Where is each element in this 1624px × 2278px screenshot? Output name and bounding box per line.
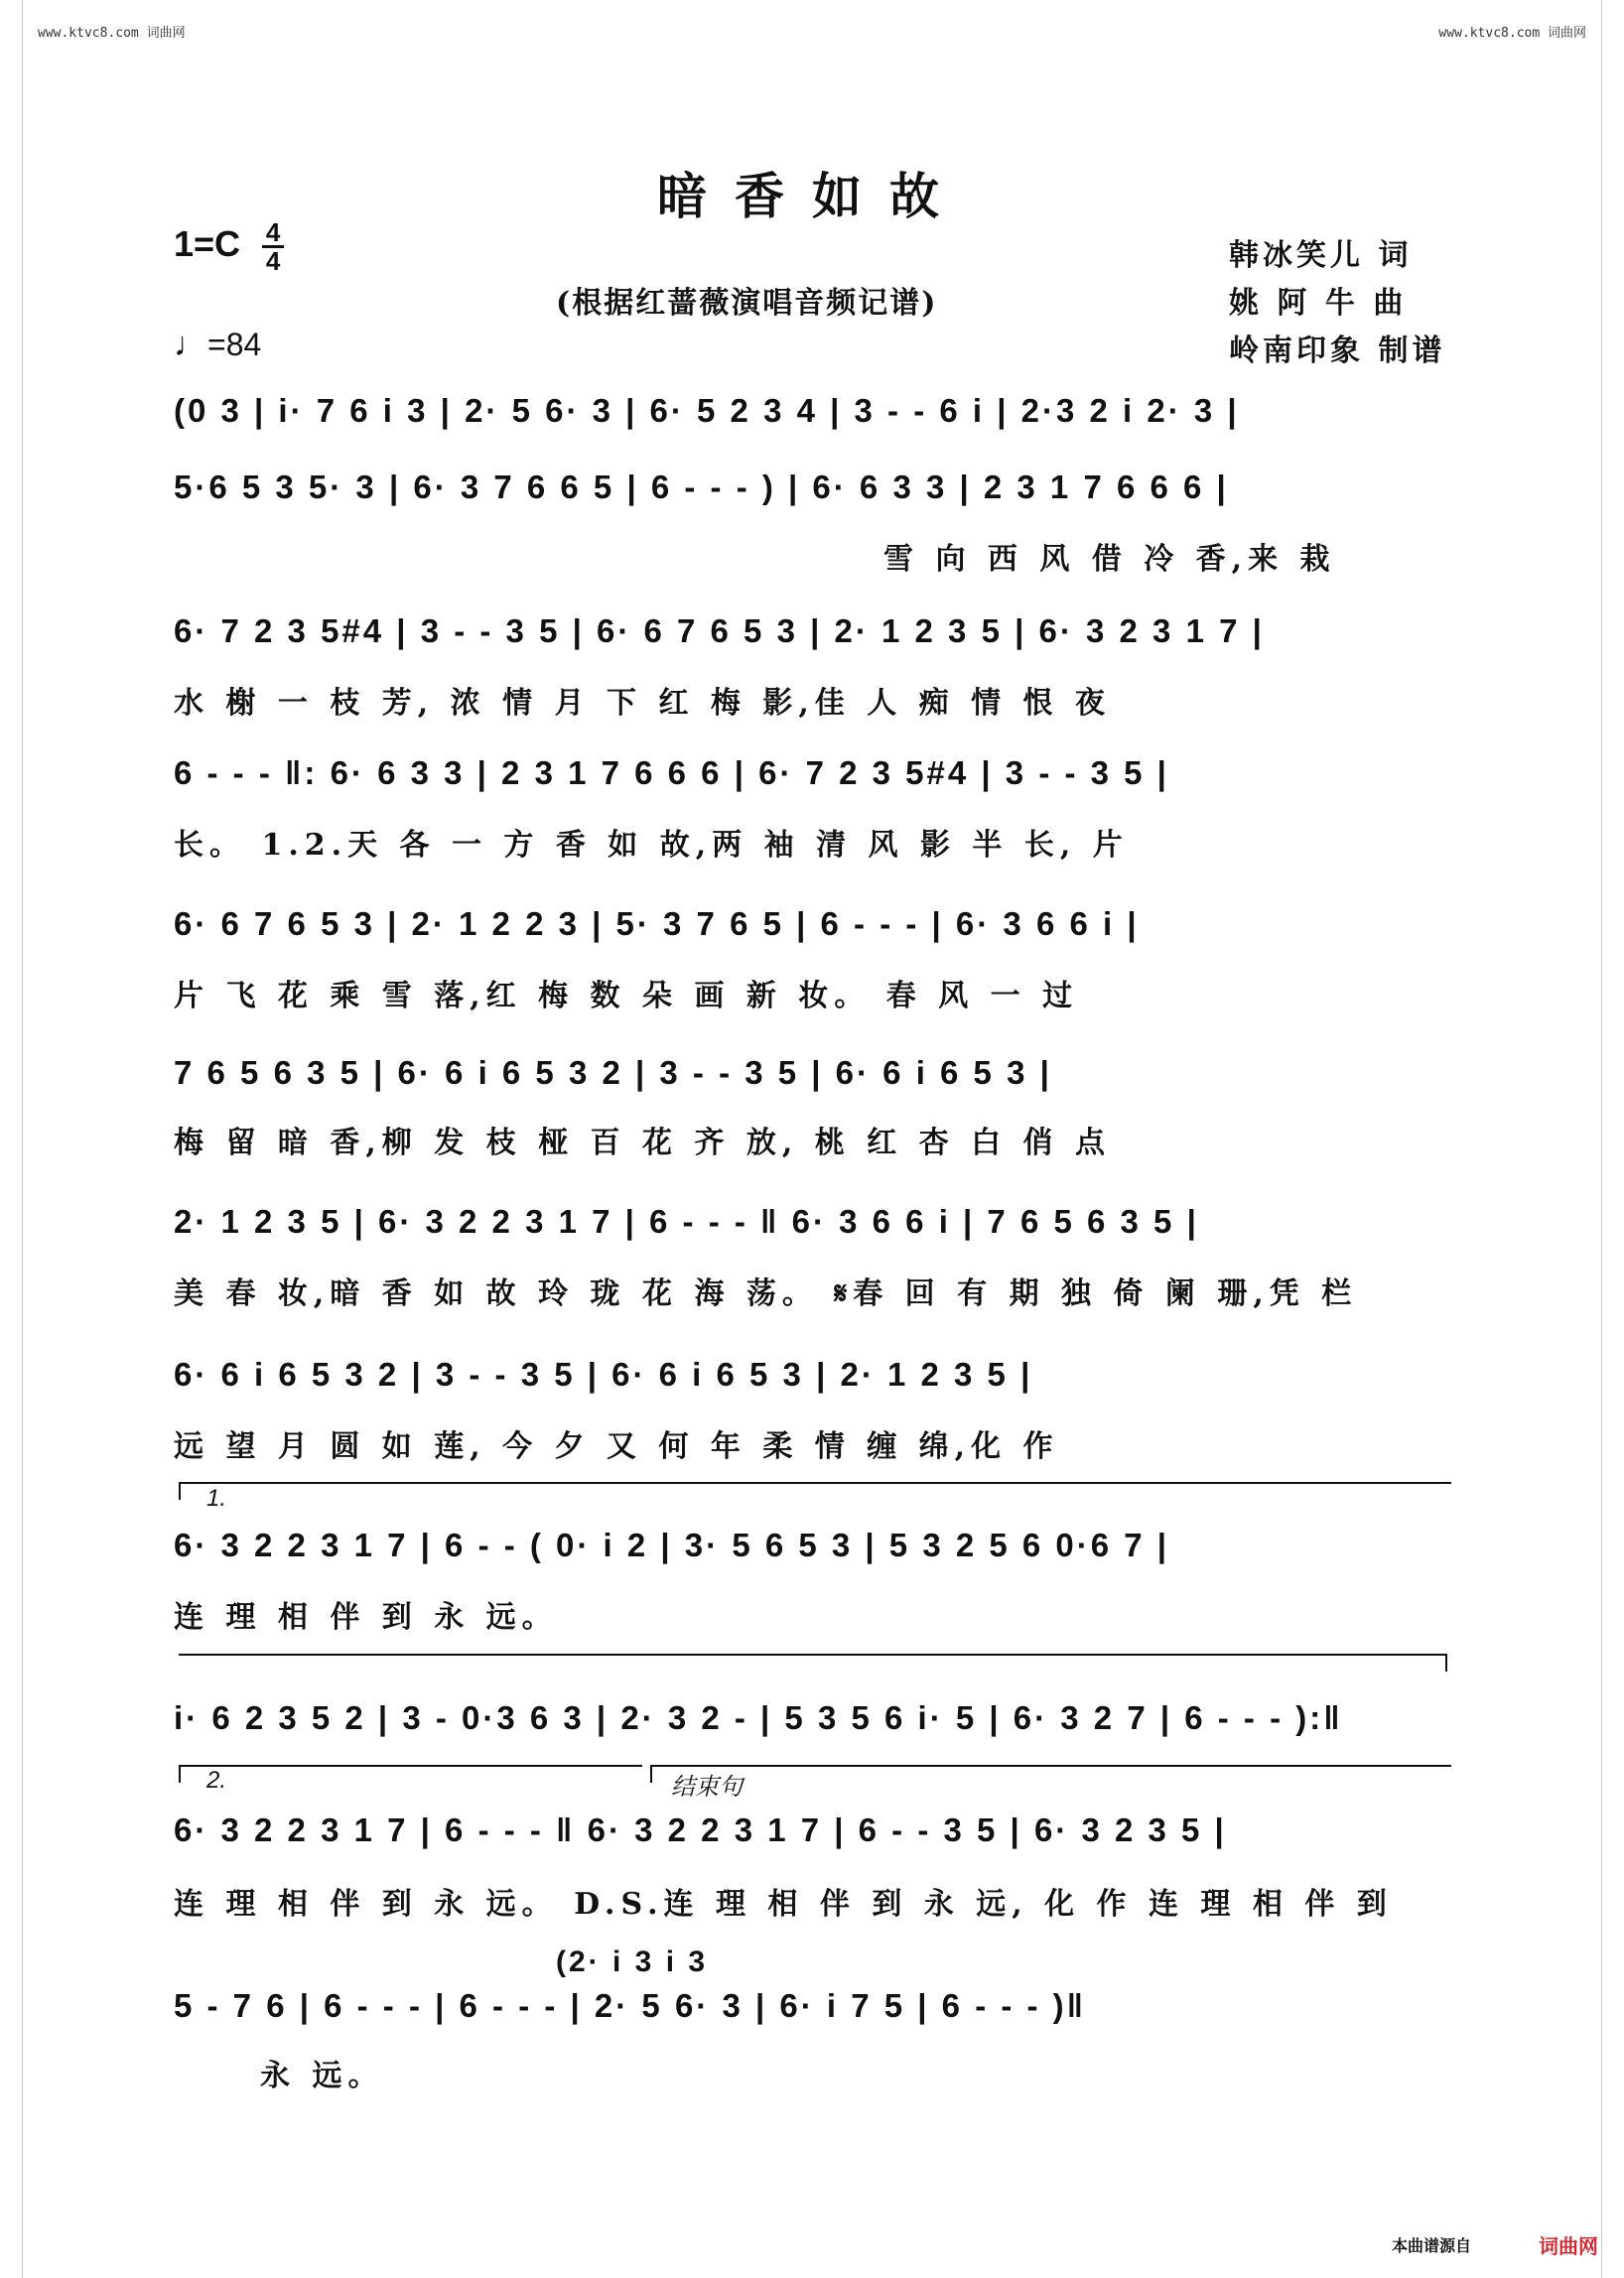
score-line-12: 5 - 7 6 | 6 - - - | 6 - - - | 2· 5 6· 3 | 6· i 7 5 | 6 - - - )‖ [174, 1987, 1087, 2024]
score-line-8: 6· 6 i 6 5 3 2 | 3 - - 3 5 | 6· 6 i 6 5 3 | 2· 1 2 3 5 | [174, 1356, 1033, 1393]
tempo-value: =84 [207, 327, 262, 362]
quarter-note-icon: ♩ [174, 326, 207, 363]
song-subtitle: (根据红蔷薇演唱音频记谱) [556, 286, 938, 321]
score-line-7: 2· 1 2 3 5 | 6· 3 2 2 3 1 7 | 6 - - - ‖ 6· 3 6 6 i | 7 6 5 6 3 5 | [174, 1203, 1199, 1240]
right-margin-strip [1601, 0, 1624, 2278]
score-line-1: (0 3 | i· 7 6 i 3 | 2· 5 6· 3 | 6· 5 2 3 4 | 3 - - 6 i | 2·3 2 i 2· 3 | [174, 392, 1240, 429]
lyricist-credit: 韩冰笑儿 词 [1229, 238, 1413, 273]
time-sig-bottom: 4 [265, 246, 281, 276]
score-line-9: 6· 3 2 2 3 1 7 | 6 - - ( 0· i 2 | 3· 5 6 5 3 | 5 3 2 5 6 0·6 7 | [174, 1527, 1170, 1563]
lyric-line-2: 雪 向 西 风 借 冷 香,来 栽 [883, 542, 1336, 577]
composer-credit: 姚 阿 牛 曲 [1229, 286, 1408, 321]
lyric-line-6: 梅 留 暗 香,柳 发 枝 桠 百 花 齐 放, 桃 红 杏 白 俏 点 [174, 1126, 1111, 1160]
lyric-line-8: 远 望 月 圆 如 莲, 今 夕 又 何 年 柔 情 缠 绵,化 作 [174, 1429, 1059, 1464]
header-url-right[interactable]: www.ktvc8.com 词曲网 [1438, 26, 1586, 41]
lyric-line-9: 连 理 相 伴 到 永 远。 [174, 1600, 558, 1635]
footer-source: 本曲谱源自 [1392, 2236, 1472, 2255]
lyric-line-5: 片 飞 花 乘 雪 落,红 梅 数 朵 画 新 妆。 春 风 一 过 [174, 979, 1079, 1013]
score-line-2: 5·6 5 3 5· 3 | 6· 3 7 6 6 5 | 6 - - - ) | 6· 6 3 3 | 2 3 1 7 6 6 6 | [174, 469, 1229, 505]
header-url-left[interactable]: www.ktvc8.com 词曲网 [38, 26, 186, 41]
score-line-11: 6· 3 2 2 3 1 7 | 6 - - - ‖ 6· 3 2 2 3 1 7 | 6 - - 3 5 | 6· 3 2 3 5 | [174, 1811, 1227, 1848]
key-signature [174, 217, 284, 276]
key-label: 1=C [174, 223, 241, 265]
coda-label: 结束句 [671, 1774, 743, 1801]
lyric-line-12: 永 远。 [260, 2059, 384, 2093]
score-line-4: 6 - - - ‖: 6· 6 3 3 | 2 3 1 7 6 6 6 | 6· 7 2 3 5#4 | 3 - - 3 5 | [174, 754, 1169, 791]
second-ending-label: 2. [206, 1767, 227, 1794]
lyric-line-7: 美 春 妆,暗 香 如 故 玲 珑 花 海 荡。 𝄋春 回 有 期 独 倚 阑 珊,凭 栏 [174, 1276, 1358, 1311]
left-margin-strip [0, 0, 23, 2278]
footer-site-logo[interactable]: 词曲网 [1539, 2234, 1598, 2258]
time-sig-top: 4 [265, 217, 281, 247]
tempo-marking [174, 326, 261, 364]
lyric-line-3: 水 榭 一 枝 芳, 浓 情 月 下 红 梅 影,佳 人 痴 情 恨 夜 [174, 686, 1111, 721]
first-ending-label: 1. [206, 1485, 227, 1512]
arranger-credit: 岭南印象 制谱 [1229, 334, 1446, 368]
time-signature [262, 217, 284, 276]
second-ending-bracket [179, 1765, 642, 1783]
score-line-10: i· 6 2 3 5 2 | 3 - 0·3 6 3 | 2· 3 2 - | 5 3 5 6 i· 5 | 6· 3 2 7 | 6 - - - ):‖ [174, 1699, 1343, 1736]
first-ending-bracket [179, 1482, 1451, 1500]
lyric-line-11: 连 理 相 伴 到 永 远。 D.S.连 理 相 伴 到 永 远, 化 作 连 理 相 伴 到 [174, 1887, 1393, 1922]
lyric-line-4: 长。 1.2.天 各 一 方 香 如 故,两 袖 清 风 影 半 长, 片 [174, 828, 1129, 863]
score-line-6: 7 6 5 6 3 5 | 6· 6 i 6 5 3 2 | 3 - - 3 5 | 6· 6 i 6 5 3 | [174, 1054, 1052, 1091]
coda-bracket [650, 1765, 1451, 1783]
score-line-5: 6· 6 7 6 5 3 | 2· 1 2 2 3 | 5· 3 7 6 5 | 6 - - - | 6· 3 6 6 i | [174, 905, 1140, 942]
first-ending-continuation [179, 1654, 1447, 1672]
song-title: 暗香如故 [657, 167, 967, 225]
overlay-alt-notes: (2· i 3 i 3 [556, 1945, 709, 1978]
score-line-3: 6· 7 2 3 5#4 | 3 - - 3 5 | 6· 6 7 6 5 3 | 2· 1 2 3 5 | 6· 3 2 3 1 7 | [174, 612, 1265, 649]
